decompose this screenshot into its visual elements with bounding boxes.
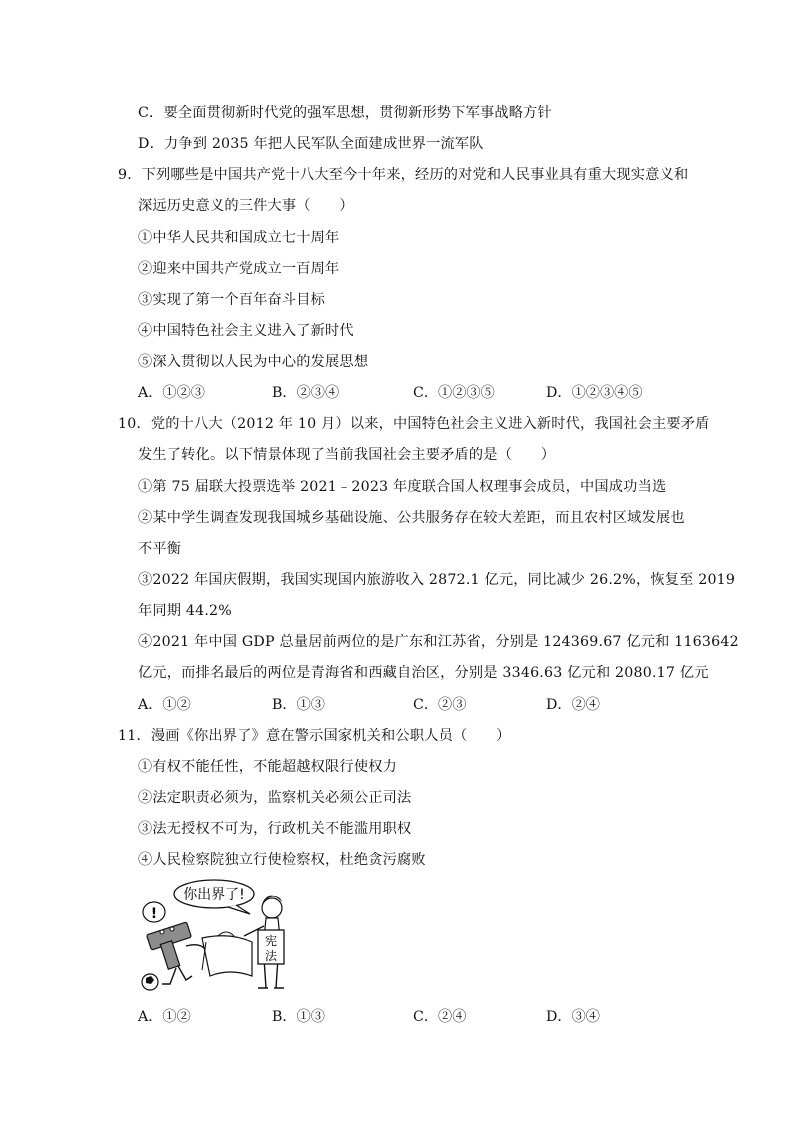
q11-option-b[interactable]: B．①③ bbox=[272, 1009, 325, 1025]
q10-option-c[interactable]: C．②③ bbox=[413, 697, 467, 713]
q9-option-a[interactable]: A．①②③ bbox=[138, 385, 205, 401]
q9-option-c[interactable]: C．①②③⑤ bbox=[413, 385, 495, 401]
q11-item-1: ①有权不能任性，不能超越权限行使权力 bbox=[138, 759, 397, 775]
q9-item-3: ③实现了第一个百年奋斗目标 bbox=[138, 292, 326, 308]
q10-stem-line1: 10．党的十八大（2012 年 10 月）以来，中国特色社会主义进入新时代，我国社会主要矛盾 bbox=[118, 416, 710, 432]
q10-item-4-line1: ④2021 年中国 GDP 总量居前两位的是广东和江苏省，分别是 124369.67 亿元和 1163642 bbox=[138, 634, 739, 650]
q9-stem-line2: 深远历史意义的三件大事（ ） bbox=[138, 198, 354, 214]
q11-option-a[interactable]: A．①② bbox=[138, 1009, 191, 1025]
q9-item-1: ①中华人民共和国成立七十周年 bbox=[138, 230, 340, 246]
book-label-1: 宪 bbox=[264, 934, 278, 948]
q10-stem-line2: 发生了转化。以下情景体现了当前我国社会主要矛盾的是（ ） bbox=[138, 447, 556, 463]
q10-item-2-line2: 不平衡 bbox=[138, 541, 182, 557]
boundary-scroll bbox=[202, 936, 252, 976]
q10-item-2-line1: ②某中学生调查发现我国城乡基础设施、公共服务存在较大差距，而且农村区域发展也 bbox=[138, 510, 685, 526]
q9-item-4: ④中国特色社会主义进入了新时代 bbox=[138, 323, 354, 339]
q9-stem-line1: 9．下列哪些是中国共产党十八大至今十年来，经历的对党和人民事业具有重大现实意义和 bbox=[118, 167, 689, 183]
q9-item-5: ⑤深入贯彻以人民为中心的发展思想 bbox=[138, 354, 369, 370]
q11-item-2: ②法定职责必须为，监察机关必须公正司法 bbox=[138, 790, 412, 806]
q10-item-3-line1: ③2022 年国庆假期，我国实现国内旅游收入 2872.1 亿元，同比减少 26.2%，恢复至 2019 bbox=[138, 572, 736, 588]
q9-option-d[interactable]: D．①②③④⑤ bbox=[546, 385, 643, 401]
q10-option-a[interactable]: A．①② bbox=[138, 697, 191, 713]
q8-option-c: C．要全面贯彻新时代党的强军思想，贯彻新形势下军事战略方针 bbox=[138, 105, 552, 121]
q11-option-c[interactable]: C．②④ bbox=[413, 1009, 467, 1025]
cartoon-you-are-out-of-bounds bbox=[140, 872, 300, 994]
q10-option-b[interactable]: B．①③ bbox=[272, 697, 325, 713]
q11-item-4: ④人民检察院独立行使检察权，杜绝贪污腐败 bbox=[138, 852, 426, 868]
football-icon bbox=[142, 974, 158, 990]
exclaim-text: ! bbox=[150, 906, 158, 922]
q11-stem: 11．漫画《你出界了》意在警示国家机关和公职人员（ ） bbox=[118, 728, 511, 744]
q10-option-d[interactable]: D．②④ bbox=[546, 697, 600, 713]
q9-option-b[interactable]: B．②③④ bbox=[272, 385, 340, 401]
book-label-2: 法 bbox=[264, 949, 278, 963]
q9-item-2: ②迎来中国共产党成立一百周年 bbox=[138, 261, 340, 277]
q10-item-4-line2: 亿元，而排名最后的两位是青海省和西藏自治区，分别是 3346.63 亿元和 2080.17 亿元 bbox=[138, 665, 709, 681]
q8-option-d: D．力争到 2035 年把人民军队全面建成世界一流军队 bbox=[138, 136, 484, 152]
speech-text: 你出界了! bbox=[183, 887, 245, 903]
q10-item-3-line2: 年同期 44.2% bbox=[138, 603, 232, 619]
power-character bbox=[147, 922, 206, 984]
q11-option-d[interactable]: D．③④ bbox=[546, 1009, 600, 1025]
q10-item-1: ①第 75 届联大投票选举 2021﹣2023 年度联合国人权理事会成员，中国成功当选 bbox=[138, 479, 667, 495]
q11-item-3: ③法无授权不可为，行政机关不能滥用职权 bbox=[138, 821, 412, 837]
